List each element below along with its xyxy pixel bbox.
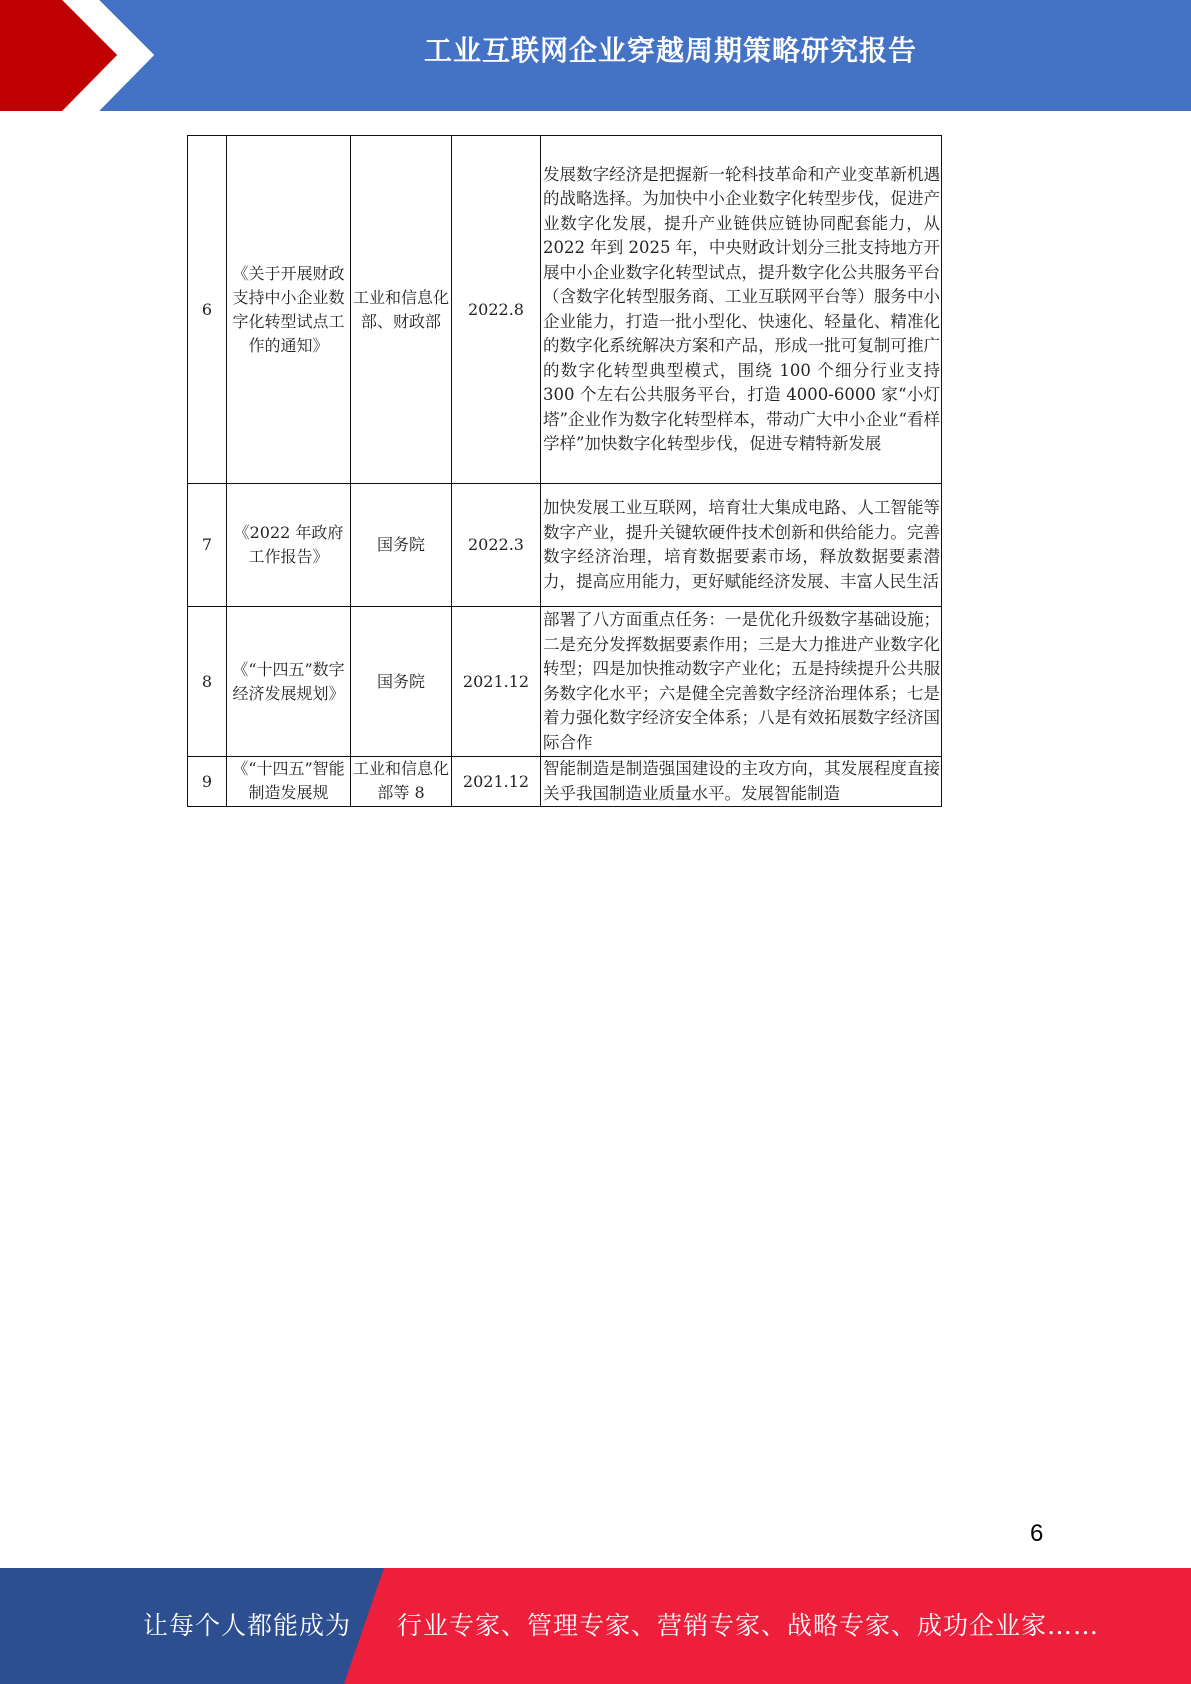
report-title: 工业互联网企业穿越周期策略研究报告 [423,34,917,67]
issuing-department: 工业和信息化部、财政部 [351,136,452,484]
table-row [188,607,942,757]
issue-date: 2021.12 [452,607,541,757]
footer-slogan-right: 行业专家、管理专家、营销专家、战略专家、成功企业家…… [397,1611,1100,1640]
page-footer [0,1568,1191,1684]
policy-name: 《关于开展财政支持中小企业数字化转型试点工作的通知》 [227,136,351,484]
row-index: 6 [188,136,227,484]
page-number: 6 [1030,1520,1044,1547]
policy-description: 发展数字经济是把握新一轮科技革命和产业变革新机遇的战略选择。为加快中小企业数字化转型步伐，促进产业数字化发展，提升产业链供应链协同配套能力，从 2022 年到 2025 年，中央财政计划分三批支持地方开展中小企业数字化转型试点，提升数字化公共服务平台（含数字化转型服务商、工业互联网平台等）服务中小企业能力，打造一批小型化、快速化、轻量化、精准化的数字化系统解决方案和产品，形成一批可复制可推广的数字化转型典型模式，围绕 100 个细分行业支持 300 个左右公共服务平台，打造 4000-6000 家“小灯塔”企业作为数字化转型样本，带动广大中小企业“看样学样”加快数字化转型步伐，促进专精特新发展 [541,136,942,484]
row-index: 8 [188,607,227,757]
footer-slogan-left: 让每个人都能成为 [143,1611,352,1640]
policy-name: 《“十四五”智能制造发展规 [227,757,351,807]
policy-name: 《2022 年政府工作报告》 [227,484,351,607]
issuing-department: 国务院 [351,484,452,607]
issue-date: 2022.8 [452,136,541,484]
policy-description: 智能制造是制造强国建设的主攻方向，其发展程度直接关乎我国制造业质量水平。发展智能制造 [541,757,942,807]
policy-description: 加快发展工业互联网，培育壮大集成电路、人工智能等数字产业，提升关键软硬件技术创新和供给能力。完善数字经济治理，培育数据要素市场，释放数据要素潜力，提高应用能力，更好赋能经济发展、丰富人民生活 [541,484,942,607]
policy-description: 部署了八方面重点任务：一是优化升级数字基础设施；二是充分发挥数据要素作用；三是大力推进产业数字化转型；四是加快推动数字产业化；五是持续提升公共服务数字化水平；六是健全完善数字经济治理体系；七是着力强化数字经济安全体系；八是有效拓展数字经济国际合作 [541,607,942,757]
table-row [188,484,942,607]
table-row [188,757,942,807]
page-header [0,0,1191,111]
table-row [188,136,942,484]
policy-table [187,135,942,807]
row-index: 9 [188,757,227,807]
row-index: 7 [188,484,227,607]
issue-date: 2022.3 [452,484,541,607]
policy-name: 《“十四五”数字经济发展规划》 [227,607,351,757]
issuing-department: 工业和信息化部等 8 [351,757,452,807]
header-chevron-decoration [0,0,160,111]
issuing-department: 国务院 [351,607,452,757]
issue-date: 2021.12 [452,757,541,807]
